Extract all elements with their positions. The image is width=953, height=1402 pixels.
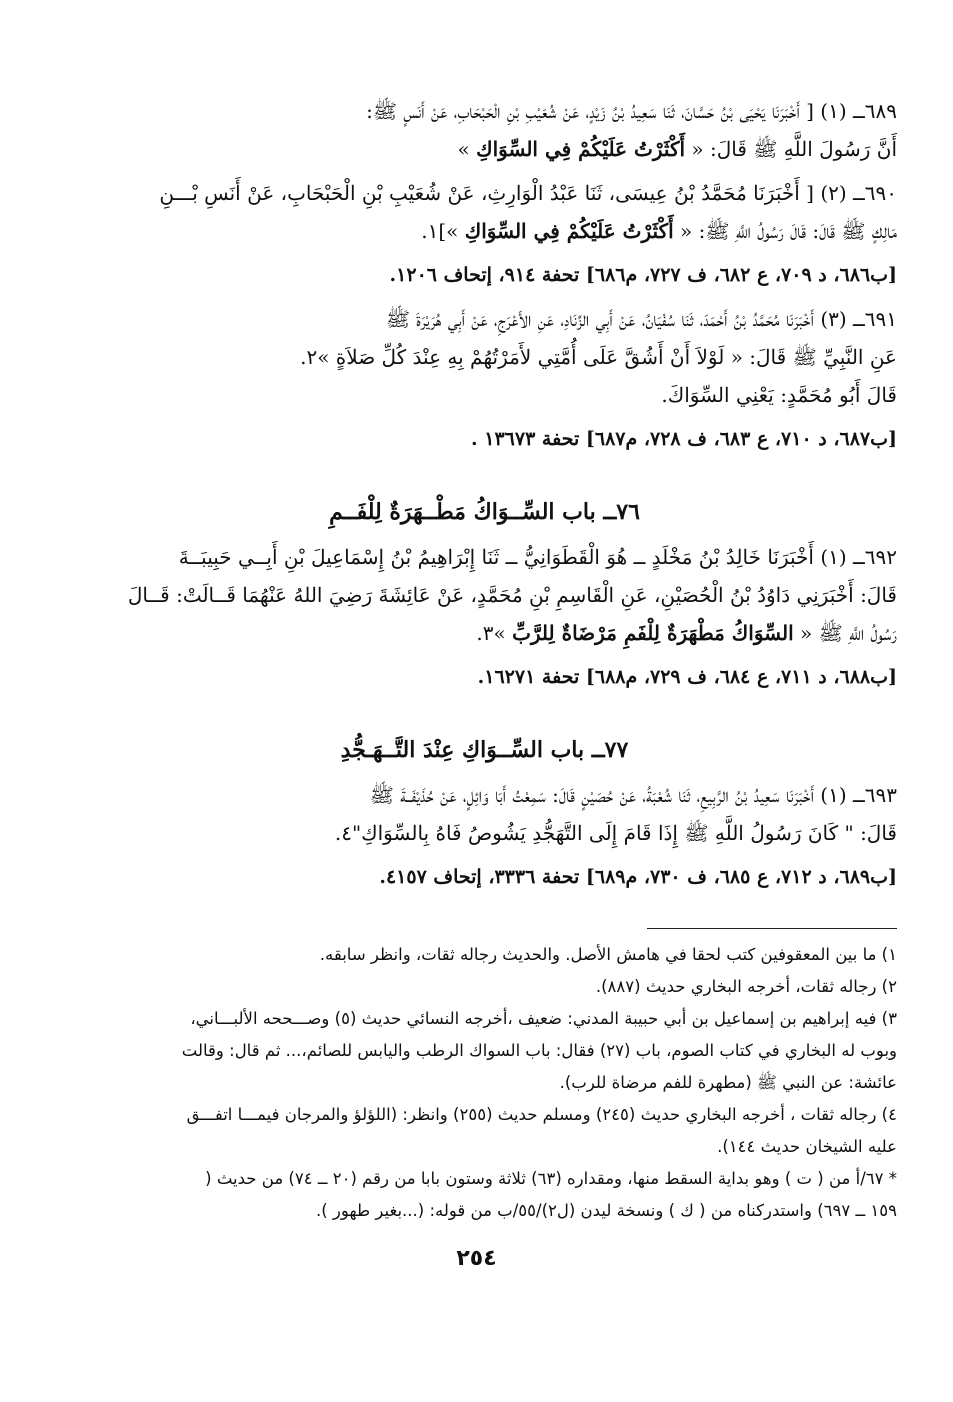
footnote-star-cont: ١٥٩ ــ ٦٩٧) واستدركناه من ( ك ) ونسخة ليدن (ل٢)/٥٥/ب من قوله: (...بغير طهور ). <box>316 1201 897 1220</box>
hadith-matn: السِّوَاكُ مَطْهَرَةٌ لِلْفَمِ مَرْضَاةٌ لِلرَّبِّ <box>512 621 794 645</box>
footnotes <box>72 928 897 1227</box>
page-body <box>72 92 897 896</box>
text-span: رَسُولُ اللَّهِ ﷺ « <box>793 621 897 645</box>
section-77 <box>72 730 897 896</box>
footnote-2: ٢) رجاله ثقات، أخرجه البخاري حديث (٨٨٧). <box>595 977 897 996</box>
footnote-star: * ٦٧/أ من ( ت ) وهو بداية السقط منها، ومقداره (٦٣) ثلاثة وستون بابا من رقم (٢٠ ــ ٧٤) من حديث ( <box>205 1169 897 1188</box>
hadith-line: قَالَ أَبُو مُحَمَّدٍ: يَعْنِي السِّوَاكَ. <box>661 383 897 407</box>
footnote-3-cont: عائشة: عن النبي ﷺ (مطهرة للفم مرضاة للرب). <box>559 1073 897 1092</box>
hadith-line: ٦٩١ــ (٣) أَخْبَرَنَا مُحَمَّدُ بْنُ أَحْمَدَ، ثَنَا سُفْيَانُ، عَنْ أَبِي الزِّنَادِ، عَنِ الأَعْرَجِ، عَنْ أَبِي هُرَيْرَةَ ﷺ <box>385 307 897 331</box>
chapter-heading: ٧٦ــ باب السِّــوَاكُ مَطْــهَرَةٌ لِلْفَــمِ <box>329 499 640 525</box>
hadith-line: ٦٩٢ــ (١) أَخْبَرَنَا خَالِدُ بْنُ مَخْلَدٍ ــ هُوَ الْقَطَوَانِيُّ ــ ثَنَا إِبْرَاهِيمُ بْنُ إِسْمَاعِيلَ بْنِ أَبِــي حَبِيبَــةَ <box>178 545 897 569</box>
footnote-4: ٤) رجاله ثقات ، أخرجه البخاري حديث (٢٤٥) ومسلم حديث (٢٥٥) وانظر: (اللؤلؤ والمرجان فيمـــا اتفـــق <box>186 1105 897 1124</box>
hadith-689 <box>72 92 897 168</box>
hadith-line: ٦٨٩ــ (١) [ أَخْبَرَنَا يَحْيَى بْنُ حَسَّانَ، ثَنَا سَعِيدُ بْنُ زَيْدٍ، عَنْ شُعَيْبِ بْنِ الْحَبْحَابِ، عَنْ أَنَسٍ ﷺ: <box>366 99 897 123</box>
footnote-4-cont: عليه الشيخان حديث ١٤٤). <box>717 1137 897 1156</box>
text-span: مَالِكٍ ﷺ قَالَ: قَالَ رَسُولُ اللَّهِ ﷺ: « <box>673 219 897 243</box>
hadith-line <box>72 212 897 250</box>
hadith-691 <box>72 300 897 458</box>
hadith-reference: [ب٦٨٨، د ٧١١، ع ٦٨٤، ف ٧٢٩، م٦٨٨] تحفة ١٦٢٧١. <box>477 666 897 688</box>
chapter-heading: ٧٧ــ باب السِّــوَاكِ عِنْدَ التَّــهَـجُّدِ <box>340 737 629 763</box>
text-span: »٣. <box>476 621 513 645</box>
footnote-divider <box>647 928 897 929</box>
page-number: ٢٥٤ <box>456 1246 497 1271</box>
hadith-reference: [ب٦٨٦، د ٧٠٩، ع ٦٨٢، ف ٧٢٧، م٦٨٦] تحفة ٩١٤، إتحاف ١٢٠٦. <box>389 264 897 286</box>
hadith-line: عَنِ النَّبِيِّ ﷺ قَالَ: « لَوْلاَ أَنْ أَشُقَّ عَلَى أُمَّتِي لأَمَرْتُهُمْ بِهِ عِنْدَ كُلِّ صَلاَةٍ »٢. <box>300 345 897 369</box>
hadith-matn: أَكْثَرْتُ عَلَيْكُمْ فِي السِّوَاكِ <box>464 219 674 243</box>
hadith-line: ٦٩٣ــ (١) أَخْبَرَنَا سَعِيدُ بْنُ الرَّبِيعِ، ثَنَا شُعْبَةُ، عَنْ حُصَيْنٍ قَالَ: سَمِعْتُ أَبَا وَائِلٍ، عَنْ حُذَيْفَــةَ ﷺ <box>369 783 897 807</box>
text-span: أَنَّ رَسُولَ اللَّهِ ﷺ قَالَ: « <box>685 137 897 161</box>
footnote-3: ٣) فيه إبراهيم بن إسماعيل بن أبي حبيبة المدني: ضعيف ،أخرجه النسائي حديث (٥) وصـــححه الألبـــاني، <box>190 1009 897 1028</box>
hadith-690 <box>72 174 897 294</box>
hadith-line: ٦٩٠ــ (٢) [ أَخْبَرَنَا مُحَمَّدُ بْنُ عِيسَى، ثَنَا عَبْدُ الْوَارِثِ، عَنْ شُعَيْبِ بْنِ الْحَبْحَابِ، عَنْ أَنَسِ بْـــنِ <box>159 181 897 205</box>
hadith-reference: [ب٦٨٩، د ٧١٢، ع ٦٨٥، ف ٧٣٠، م٦٨٩] تحفة ٣٣٣٦، إتحاف ٤١٥٧. <box>379 866 897 888</box>
hadith-line <box>72 614 897 652</box>
hadith-matn: أَكْثَرْتُ عَلَيْكُمْ فِي السِّوَاكِ <box>476 137 686 161</box>
hadith-line: قَالَ: " كَانَ رَسُولُ اللَّهِ ﷺ إِذَا قَامَ إِلَى التَّهَجُّدِ يَشُوصُ فَاهُ بِالسِّوَاكِ"٤. <box>334 821 897 845</box>
hadith-line: قَالَ: أَخْبَرَنِي دَاوُدُ بْنُ الْحُصَيْنِ، عَنِ الْقَاسِمِ بْنِ مُحَمَّدٍ، عَنْ عَائِشَةَ رَضِيَ اللهُ عَنْهُمَا قَــالَتْ: قَــالَ <box>127 583 897 607</box>
text-span: »]١. <box>421 219 465 243</box>
section-76 <box>72 492 897 696</box>
footnote-3-cont: وبوب له البخاري في كتاب الصوم، باب (٢٧) فقال: باب السواك الرطب واليابس للصائم،... ثم قال: وقالت <box>181 1041 897 1060</box>
text-span: » <box>457 137 477 161</box>
hadith-line <box>72 130 897 168</box>
hadith-reference: [ب٦٨٧، د ٧١٠، ع ٦٨٣، ف ٧٢٨، م٦٨٧] تحفة ١٣٦٧٣ . <box>471 428 897 450</box>
footnote-1: ١) ما بين المعقوفين كتب لحقا في هامش الأصل. والحديث رجاله ثقات، وانظر سابقه. <box>319 945 897 964</box>
